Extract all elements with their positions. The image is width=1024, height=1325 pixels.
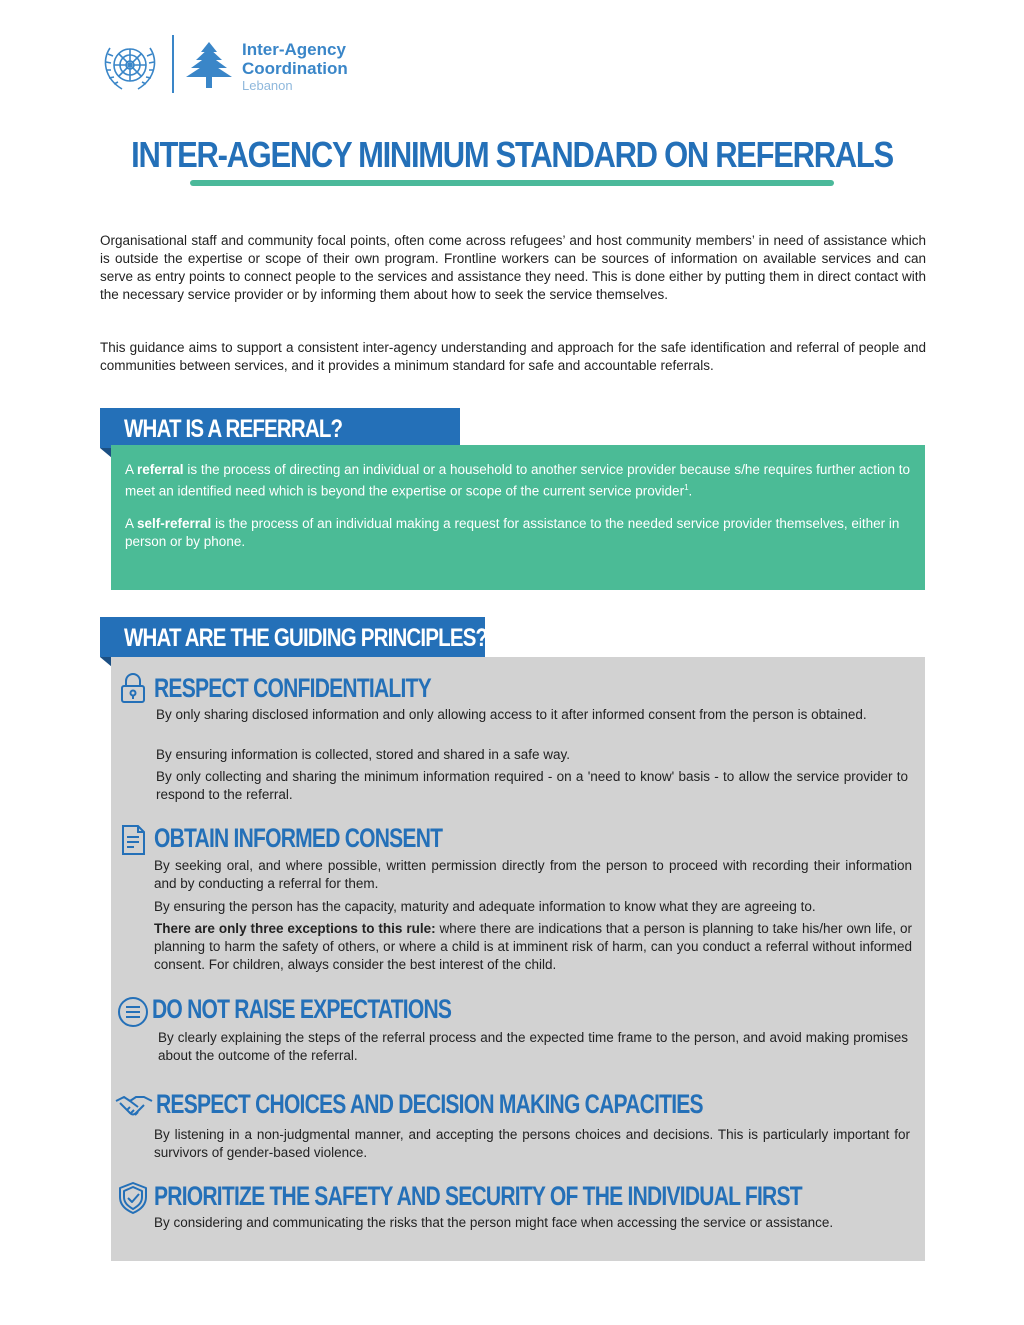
principle-title-text: OBTAIN INFORMED CONSENT [154, 823, 443, 853]
principle-item: By only sharing disclosed information and only allowing access to it after informed consent from the person is obtained. [156, 707, 867, 722]
def-end: . [688, 483, 693, 499]
term-self-referral: self-referral [137, 516, 212, 531]
footnote-marker: 1 [684, 483, 689, 492]
term-referral: referral [137, 462, 184, 477]
logo-divider [172, 35, 174, 93]
principle-title-confidentiality [154, 673, 509, 704]
principle-item: By ensuring information is collected, stored and shared in a safe way. [156, 747, 570, 762]
referral-definition [125, 461, 911, 501]
shield-check-icon [116, 1181, 150, 1215]
principle-title-consent [154, 823, 524, 854]
principle-item: By only collecting and sharing the minimum information required - on a 'need to know' basis - to allow the service provider to respond to the referral. [156, 769, 908, 802]
intro-paragraph-2 [100, 339, 926, 375]
un-emblem-icon [98, 34, 162, 96]
principle-title-text: RESPECT CHOICES AND DECISION MAKING CAPACITIES [156, 1089, 703, 1119]
logo-line-2: Coordination [242, 59, 348, 78]
principle-item: By listening in a non-judgmental manner, and accepting the persons choices and decisions. This is particularly important for survivors of gender-based violence. [154, 1127, 910, 1160]
principle-item: By ensuring the person has the capacity, maturity and adequate information to know what they are agreeing to. [154, 899, 816, 914]
principle-title-text: PRIORITIZE THE SAFETY AND SECURITY OF THE INDIVIDUAL FIRST [154, 1181, 802, 1211]
list-icon [116, 995, 150, 1029]
principle-title-choices [156, 1089, 857, 1120]
logo-line-1: Inter-Agency [242, 40, 346, 59]
padlock-icon [116, 671, 150, 705]
principle-exception [154, 920, 912, 974]
def-prefix: A [125, 516, 138, 531]
principle-item: By seeking oral, and where possible, written permission directly from the person to proceed with recording their information and by conducting a referral for them. [154, 858, 912, 891]
principle-title-safety [154, 1181, 985, 1212]
principle-item: By considering and communicating the risks that the person might face when accessing the service or assistance. [154, 1215, 834, 1230]
principle-title-text: DO NOT RAISE EXPECTATIONS [152, 994, 452, 1024]
page-title: INTER-AGENCY MINIMUM STANDARD ON REFERRALS [131, 134, 893, 175]
self-referral-definition [125, 515, 911, 551]
intro-paragraph-1 [100, 232, 926, 304]
intro-text-1: Organisational staff and community focal points, often come across refugees’ and host community members’ in need of assistance which is outside the expertise or scope of their own program. Frontline workers can be sources of information on available services and can serve as entry points to connect people to the services and assistance they need. This is done either by putting them in direct contact with the necessary service provider or by informing them about how to seek the service themselves. [100, 233, 926, 302]
title-underline [190, 180, 834, 186]
handshake-icon [114, 1089, 154, 1123]
principle-title-expectations [152, 994, 536, 1025]
section-heading-principles-text: WHAT ARE THE GUIDING PRINCIPLES? [124, 624, 488, 652]
principle-title-text: RESPECT CONFIDENTIALITY [154, 673, 431, 703]
intro-text-2: This guidance aims to support a consistent inter-agency understanding and approach for the safe identification and referral of people and communities between services, and it provides a minimum standard for safe and accountable referrals. [100, 340, 926, 373]
section-heading-referral [100, 408, 460, 448]
logo-line-3: Lebanon [242, 78, 293, 93]
logo-text [242, 40, 348, 93]
referral-definition-box [111, 445, 925, 590]
exception-text: where there are indications that a person is planning to take his/her own life, or planning to harm the safety of others, or where a child is at imminent risk of harm, can you conduct a referral without informed consent. For children, always consider the best interest of the child. [154, 921, 912, 972]
cedar-tree-icon [184, 40, 234, 92]
exception-label: There are only three exceptions to this rule: [154, 921, 436, 936]
def-self-referral-text: is the process of an individual making a request for assistance to the needed service provider themselves, either in person or by phone. [125, 516, 900, 549]
def-prefix: A [125, 462, 138, 477]
section-heading-principles [100, 617, 488, 657]
section-heading-referral-text: WHAT IS A REFERRAL? [124, 415, 343, 443]
principle-item: By clearly explaining the steps of the referral process and the expected time frame to the person, and avoid making promises about the outcome of the referral. [158, 1030, 908, 1063]
document-icon [116, 823, 150, 857]
def-referral-text: is the process of directing an individual or a household to another service provider because s/he requires further action to meet an identified need which is beyond the expertise or scope of the current service provider [125, 462, 910, 499]
